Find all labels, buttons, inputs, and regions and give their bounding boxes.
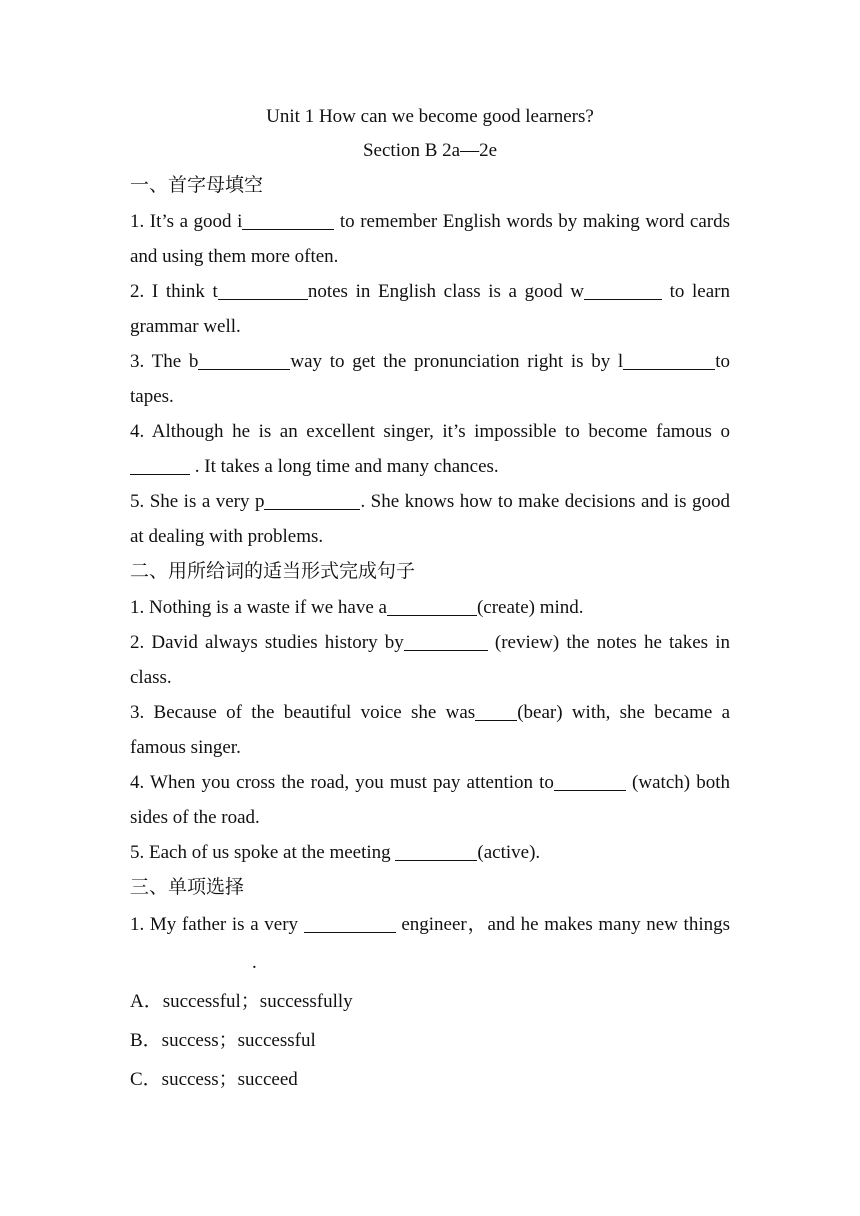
- question-text: 3. The b: [130, 351, 199, 372]
- part2-question-2: [130, 625, 730, 695]
- answer-blank: [623, 349, 715, 370]
- answer-blank: [130, 454, 190, 475]
- question-text: engineer，and he makes many new things: [395, 914, 730, 935]
- question-text: 1. My father is a very: [130, 914, 304, 935]
- answer-blank: [387, 595, 477, 616]
- question-text: 4. When you cross the road, you must pay attention to: [130, 772, 554, 793]
- question-text: .: [252, 952, 257, 973]
- answer-blank: [404, 630, 488, 651]
- question-text: . It takes a long time and many chances.: [190, 456, 499, 477]
- part1-question-1: [130, 204, 730, 274]
- question-text: way to get the pronunciation right is by l: [290, 351, 624, 372]
- worksheet-content: [130, 100, 730, 1099]
- question-text: (active).: [477, 842, 541, 863]
- answer-blank: [304, 912, 396, 933]
- part2-question-3: [130, 695, 730, 765]
- question-text: 5. Each of us spoke at the meeting: [130, 842, 396, 863]
- answer-blank: [475, 700, 517, 721]
- question-text: (review) the notes he takes in class.: [130, 632, 730, 688]
- question-text: 4. Although he is an excellent singer, it’s impossible to become famous o: [130, 421, 730, 442]
- option-b: B．success；successful: [130, 1030, 316, 1051]
- answer-blank: [584, 279, 662, 300]
- question-text: (bear) with, she became a famous singer.: [130, 702, 731, 758]
- part3-question-1: [130, 906, 730, 982]
- answer-blank: [264, 489, 360, 510]
- part2-question-4: [130, 765, 730, 835]
- question-text: 2. I think t: [130, 281, 218, 302]
- part1-question-5: [130, 484, 730, 554]
- answer-blank: [395, 840, 477, 861]
- part2-question-5: [130, 835, 730, 870]
- part3-heading: 三、单项选择: [130, 877, 245, 898]
- question-text: to tapes.: [130, 351, 730, 407]
- answer-blank: [242, 209, 334, 230]
- question-text: . She knows how to make decisions and is good at dealing with problems.: [130, 491, 731, 547]
- part2-question-1: [130, 590, 730, 625]
- question-text: 5. She is a very p: [130, 491, 265, 512]
- option-a: A．successful；successfully: [130, 991, 353, 1012]
- part1-question-4: [130, 414, 730, 484]
- question-text: 1. Nothing is a waste if we have a: [130, 597, 387, 618]
- page-title: Unit 1 How can we become good learners?: [266, 106, 594, 127]
- part1-question-2: [130, 274, 730, 344]
- page-subtitle: Section B 2a—2e: [362, 140, 498, 161]
- part1-heading: 一、首字母填空: [130, 175, 264, 196]
- question-text: to learn grammar well.: [130, 281, 731, 337]
- answer-blank: [218, 279, 308, 300]
- question-text: 1. It’s a good i: [130, 211, 243, 232]
- question-text: 3. Because of the beautiful voice she was: [130, 702, 476, 723]
- question-text: 2. David always studies history by: [130, 632, 404, 653]
- question-text: to remember English words by making word cards and using them more often.: [130, 211, 730, 267]
- option-c: C．success；succeed: [130, 1069, 298, 1090]
- part2-heading: 二、用所给词的适当形式完成句子: [130, 561, 416, 582]
- answer-blank: [554, 770, 626, 791]
- answer-blank: [198, 349, 290, 370]
- question-text: (watch) both sides of the road.: [130, 772, 730, 828]
- part1-question-3: [130, 344, 730, 414]
- question-text: (create) mind.: [476, 597, 584, 618]
- question-text: notes in English class is a good w: [307, 281, 584, 302]
